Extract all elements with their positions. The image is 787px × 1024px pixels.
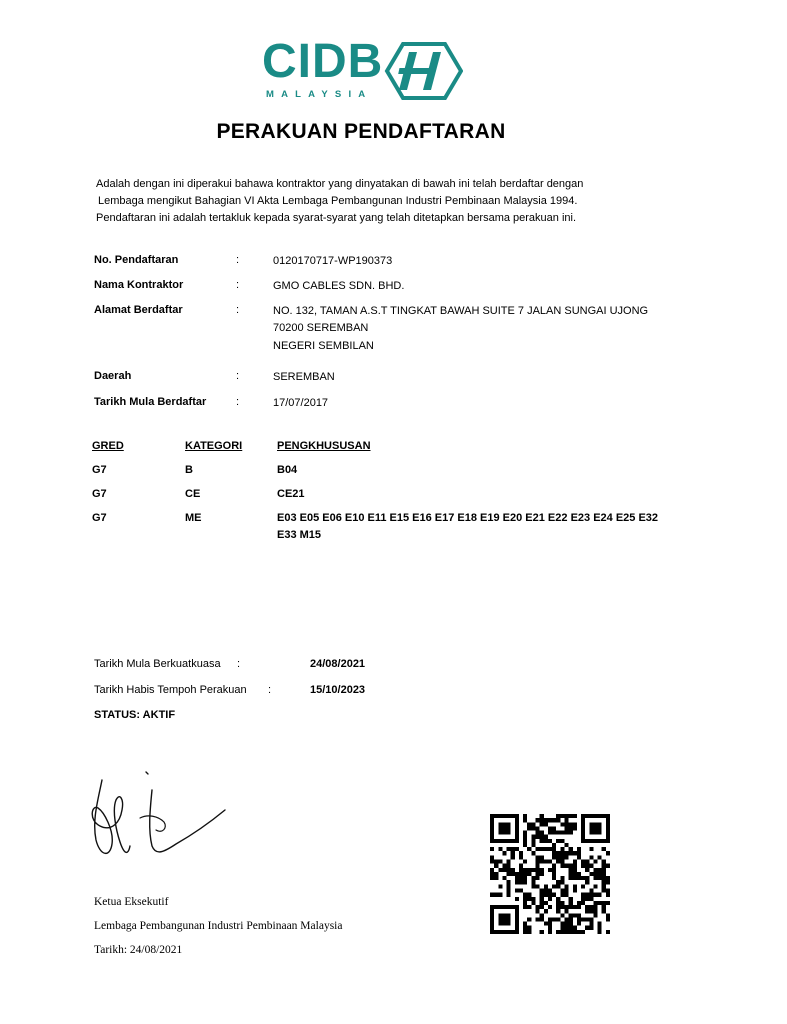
table-row-2-gred: G7: [92, 488, 107, 500]
intro-line-2: Lembaga mengikut Bahagian VI Akta Lembaga Pembangunan Industri Pembinaan Malaysia 1994.: [98, 195, 578, 207]
habis-tempoh-value: 15/10/2023: [310, 684, 366, 696]
no-pendaftaran-value: 0120170717-WP190373: [273, 255, 393, 267]
table-row-2-kategori: CE: [185, 488, 201, 500]
habis-tempoh-label: Tarikh Habis Tempoh Perakuan: [94, 684, 247, 696]
colon: :: [236, 304, 240, 316]
intro-line-1: Adalah dengan ini diperakui bahawa kontraktor yang dinyatakan di bawah ini telah berdaftar dengan: [96, 178, 584, 190]
table-row-3-gred: G7: [92, 512, 107, 524]
table-row-1-pengkhususan: B04: [277, 464, 298, 476]
page-title: PERAKUAN PENDAFTARAN: [216, 120, 506, 143]
tarikh-mula-label: Tarikh Mula Berdaftar: [94, 396, 207, 408]
colon: :: [236, 396, 240, 408]
kategori-header: KATEGORI: [185, 440, 243, 452]
qr-code-icon: [490, 814, 610, 934]
colon: :: [236, 370, 240, 382]
mula-berkuatkuasa-label: Tarikh Mula Berkuatkuasa: [94, 658, 221, 670]
mula-berkuatkuasa-value: 24/08/2021: [310, 658, 366, 670]
cidb-logo-subtext: MALAYSIA: [266, 89, 373, 100]
nama-kontraktor-value: GMO CABLES SDN. BHD.: [273, 280, 405, 292]
table-row-2-pengkhususan: CE21: [277, 488, 305, 500]
signatory-title: Ketua Eksekutif: [94, 896, 169, 908]
gred-header: GRED: [92, 440, 124, 452]
table-row-3-pengkhususan: E03 E05 E06 E10 E11 E15 E16 E17 E18 E19 E20 E21 E22 E23 E24 E25 E32: [277, 512, 659, 524]
intro-line-3: Pendaftaran ini adalah tertakluk kepada syarat-syarat yang telah ditetapkan bersama perakuan ini.: [96, 212, 577, 224]
signature: [80, 760, 240, 870]
daerah-label: Daerah: [94, 370, 132, 382]
colon: :: [268, 684, 272, 696]
colon: :: [236, 254, 240, 266]
alamat-line-2: 70200 SEREMBAN: [273, 322, 369, 334]
table-row-1-kategori: B: [185, 464, 193, 476]
no-pendaftaran-label: No. Pendaftaran: [94, 254, 179, 266]
alamat-line-3: NEGERI SEMBILAN: [273, 340, 374, 352]
pengkhususan-header: PENGKHUSUSAN: [277, 440, 371, 452]
cidb-logo-text: CIDB: [262, 35, 384, 88]
cidb-logo-mark-icon: [383, 42, 463, 100]
daerah-value: SEREMBAN: [273, 371, 335, 383]
alamat-label: Alamat Berdaftar: [94, 304, 183, 316]
tarikh-mula-value: 17/07/2017: [273, 397, 329, 409]
nama-kontraktor-label: Nama Kontraktor: [94, 279, 184, 291]
table-row-3-pengkhususan-cont: E33 M15: [277, 529, 322, 541]
status-badge: STATUS: AKTIF: [94, 709, 176, 721]
table-row-1-gred: G7: [92, 464, 107, 476]
colon: :: [236, 279, 240, 291]
signatory-org: Lembaga Pembangunan Industri Pembinaan Malaysia: [94, 920, 343, 932]
alamat-line-1: NO. 132, TAMAN A.S.T TINGKAT BAWAH SUITE 7 JALAN SUNGAI UJONG: [273, 305, 649, 317]
colon: :: [237, 658, 241, 670]
table-row-3-kategori: ME: [185, 512, 202, 524]
signatory-date: Tarikh: 24/08/2021: [94, 944, 183, 956]
